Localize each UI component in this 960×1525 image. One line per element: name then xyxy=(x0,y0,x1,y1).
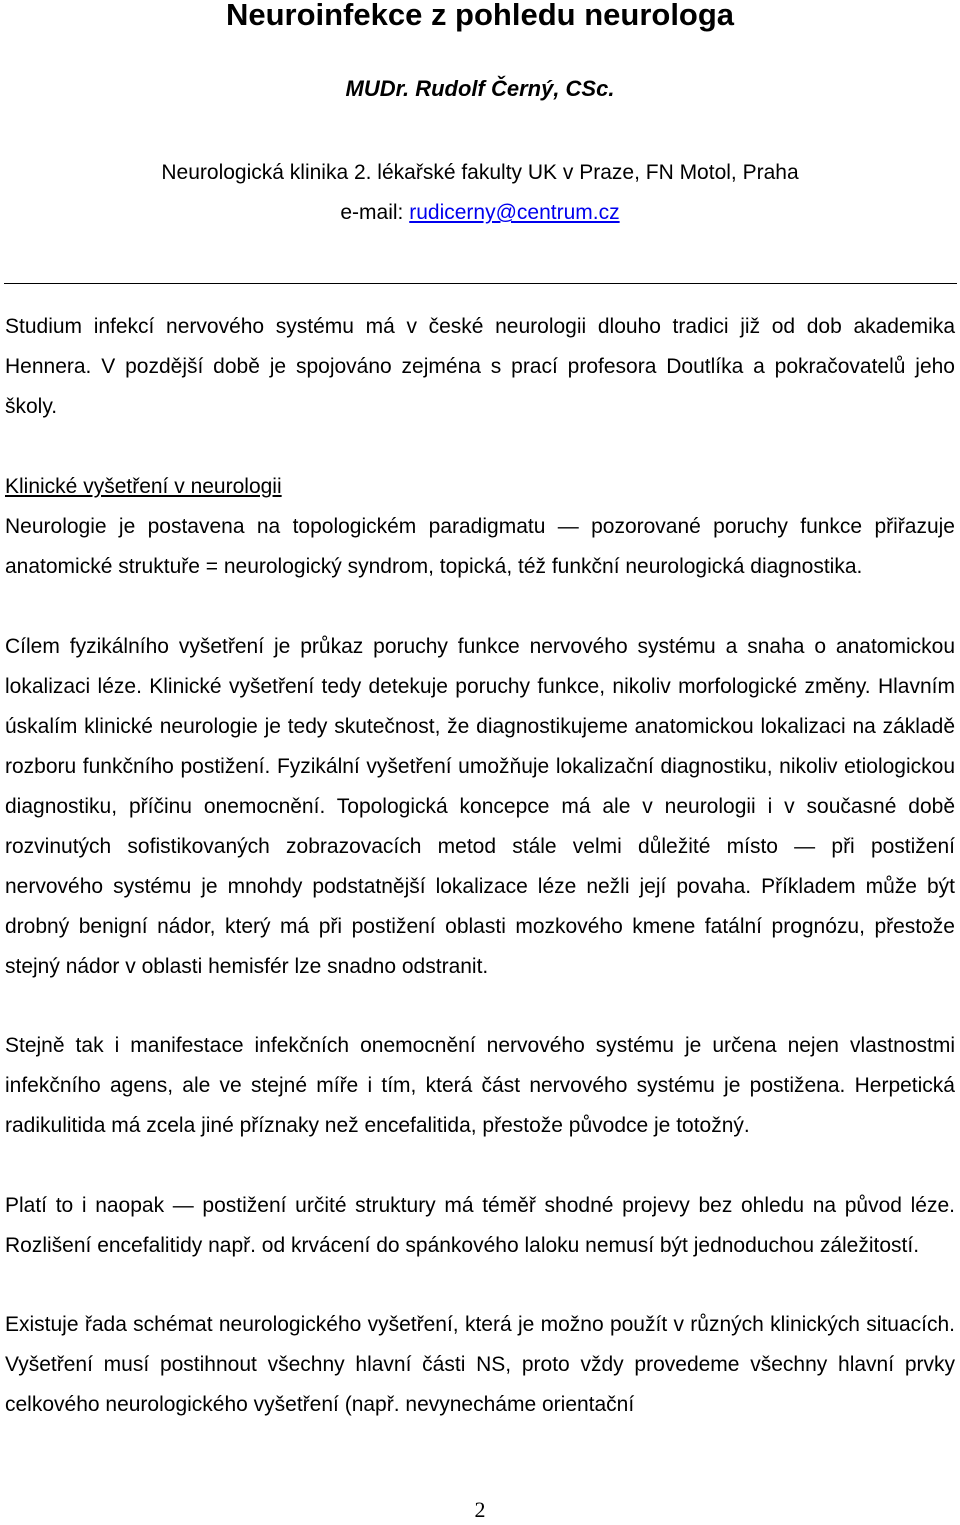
page-number: 2 xyxy=(474,1497,486,1522)
header-divider xyxy=(4,283,957,284)
email-link[interactable]: rudicerny@centrum.cz xyxy=(409,201,620,224)
body-paragraph-5: Existuje řada schémat neurologického vyšetření, která je možno použít v různých klinických situacích. Vyšetření musí postihnout všechny hlavní části NS, proto vždy provedeme všechny hlavní prvky celkového neurologického vyšetření (např. nevynecháme orientační xyxy=(5,1313,955,1416)
email-line xyxy=(0,196,960,230)
affiliation: Neurologická klinika 2. lékařské fakulty UK v Praze, FN Motol, Praha xyxy=(161,161,799,184)
body-paragraph-4: Platí to i naopak — postižení určité struktury má téměř shodné projevy bez ohledu na původ léze. Rozlišení encefalitidy např. od krvácení do spánkového laloku nemusí být jednoduchou záležitostí. xyxy=(5,1194,955,1257)
body-paragraph-1: Neurologie je postavena na topologickém paradigmatu — pozorované poruchy funkce přiřazuje anatomické struktuře = neurologický syndrom, topická, též funkční neurologická diagnostika. xyxy=(5,515,955,578)
body-paragraph-3: Stejně tak i manifestace infekčních onemocnění nervového systému je určena nejen vlastnostmi infekčního agens, ale ve stejné míře i tím, která část nervového systému je postižena. Herpetická radikulitida má zcela jiné příznaky než encefalitida, přestože původce je totožný. xyxy=(5,1034,955,1137)
intro-paragraph: Studium infekcí nervového systému má v české neurologii dlouho tradici již od dob akademika Hennera. V pozdější době je spojováno zejména s prací profesora Doutlíka a pokračovatelů jeho školy. xyxy=(5,315,955,418)
email-label: e-mail: xyxy=(340,201,410,224)
author-name: MUDr. Rudolf Černý, CSc. xyxy=(345,76,615,101)
document-title: Neuroinfekce z pohledu neurologa xyxy=(225,0,735,32)
section-heading: Klinické vyšetření v neurologii xyxy=(5,475,282,498)
body-paragraph-2: Cílem fyzikálního vyšetření je průkaz poruchy funkce nervového systému a snaha o anatomickou lokalizaci léze. Klinické vyšetření tedy detekuje poruchy funkce, nikoliv morfologické změny. Hlavním úskalím klinické neurologie je tedy skutečnost, že diagnostikujeme anatomickou lokalizaci na základě rozboru funkčního postižení. Fyzikální vyšetření umožňuje lokalizační diagnostiku, nikoliv etiologickou diagnostiku, příčinu onemocnění. Topologická koncepce má ale v neurologii i v současné době rozvinutých sofistikovaných zobrazovacích metod stále velmi důležité místo — při postižení nervového systému je mnohdy podstatnější lokalizace léze nežli její povaha. Příkladem může být drobný benigní nádor, který má při postižení oblasti mozkového kmene fatální prognózu, přestože stejný nádor v oblasti hemisfér lze snadno odstranit. xyxy=(5,635,955,978)
